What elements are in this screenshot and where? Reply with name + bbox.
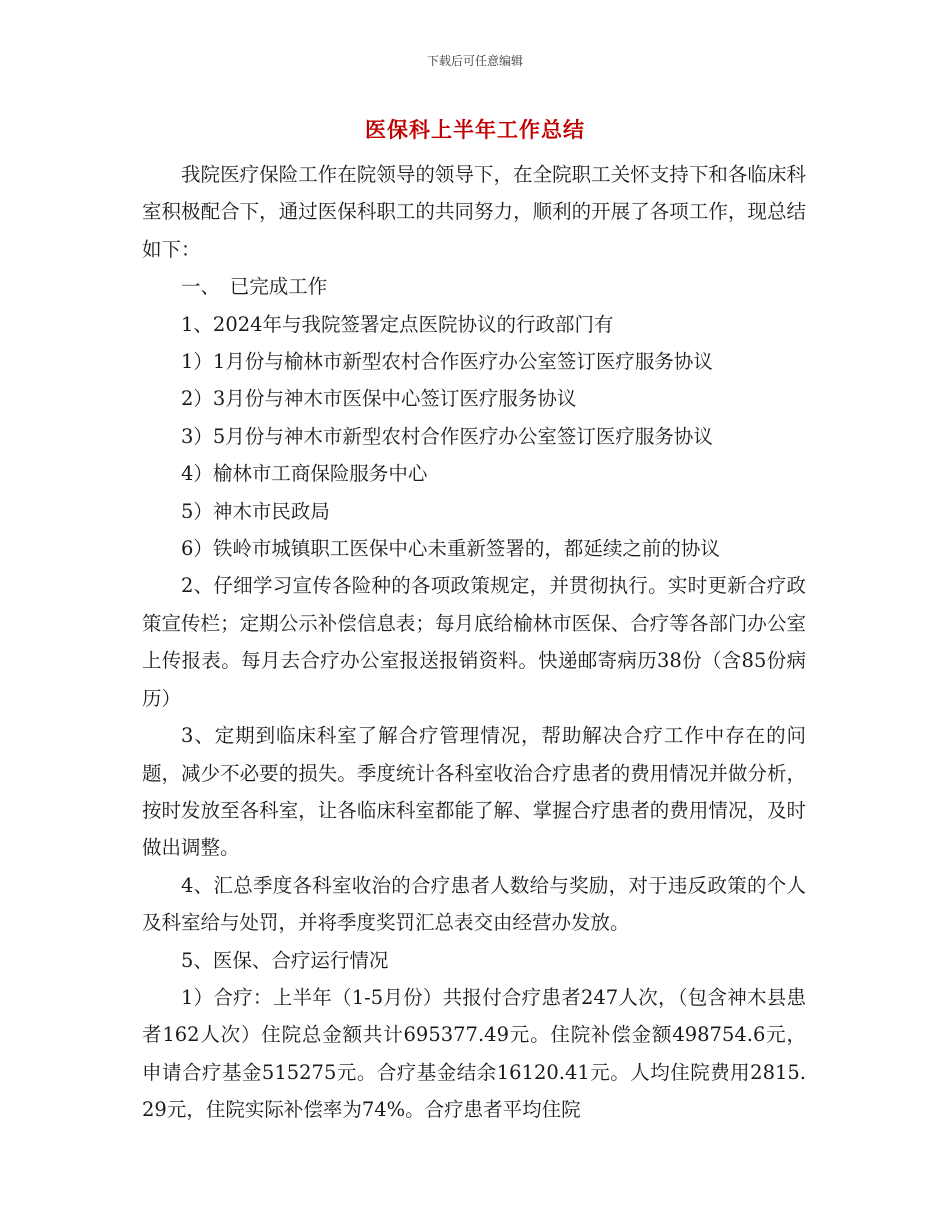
list-item: 5）神木市民政局 xyxy=(181,499,330,523)
paragraph-item-5: 5、医保、合疗运行情况 xyxy=(181,948,389,972)
paragraph-item-1: 1、2024年与我院签署定点医院协议的行政部门有 xyxy=(181,312,614,336)
list-item: 1）1月份与榆林市新型农村合作医疗办公室签订医疗服务协议 xyxy=(181,350,713,374)
section-heading-completed-work: 一、 已完成工作 xyxy=(181,275,328,299)
paragraph-item-3: 3、定期到临床科室了解合疗管理情况，帮助解决合疗工作中存在的问题，减少不必要的损失。季度统计各科室收治合疗患者的费用情况并做分析，按时发放至各科室，让各临床科室都能了解、掌握合疗患者的费用情况，及时做出调整。 xyxy=(142,724,806,860)
document-title: 医保科上半年工作总结 xyxy=(365,118,585,142)
paragraph-intro: 我院医疗保险工作在院领导的领导下，在全院职工关怀支持下和各临床科室积极配合下，通过医保科职工的共同努力，顺利的开展了各项工作，现总结如下： xyxy=(142,163,806,261)
list-item: 3）5月份与神木市新型农村合作医疗办公室签订医疗服务协议 xyxy=(181,424,713,448)
paragraph-hezhi-stats: 1）合疗：上半年（1-5月份）共报付合疗患者247人次，（包含神木县患者162人次）住院总金额共计695377.49元。住院补偿金额498754.6元，申请合疗基金515275元。合疗基金结余16120.41元。人均住院费用2815.29元，住院实际补偿率为74%。合疗患者平均住院 xyxy=(142,985,806,1122)
paragraph-item-4: 4、汇总季度各科室收治的合疗患者人数给与奖励，对于违反政策的个人及科室给与处罚，并将季度奖罚汇总表交由经营办发放。 xyxy=(142,873,806,935)
page-header-note: 下载后可任意编辑 xyxy=(426,54,523,68)
list-item: 2）3月份与神木市医保中心签订医疗服务协议 xyxy=(181,387,577,411)
list-item: 6）铁岭市城镇职工医保中心未重新签署的，都延续之前的协议 xyxy=(181,537,720,561)
list-item: 4）榆林市工商保险服务中心 xyxy=(181,462,428,486)
paragraph-item-2: 2、仔细学习宣传各险种的各项政策规定，并贯彻执行。实时更新合疗政策宣传栏；定期公示补偿信息表；每月底给榆林市医保、合疗等各部门办公室上传报表。每月去合疗办公室报送报销资料。快递邮寄病历38份（含85份病历） xyxy=(142,574,806,710)
document-body xyxy=(142,156,806,1129)
